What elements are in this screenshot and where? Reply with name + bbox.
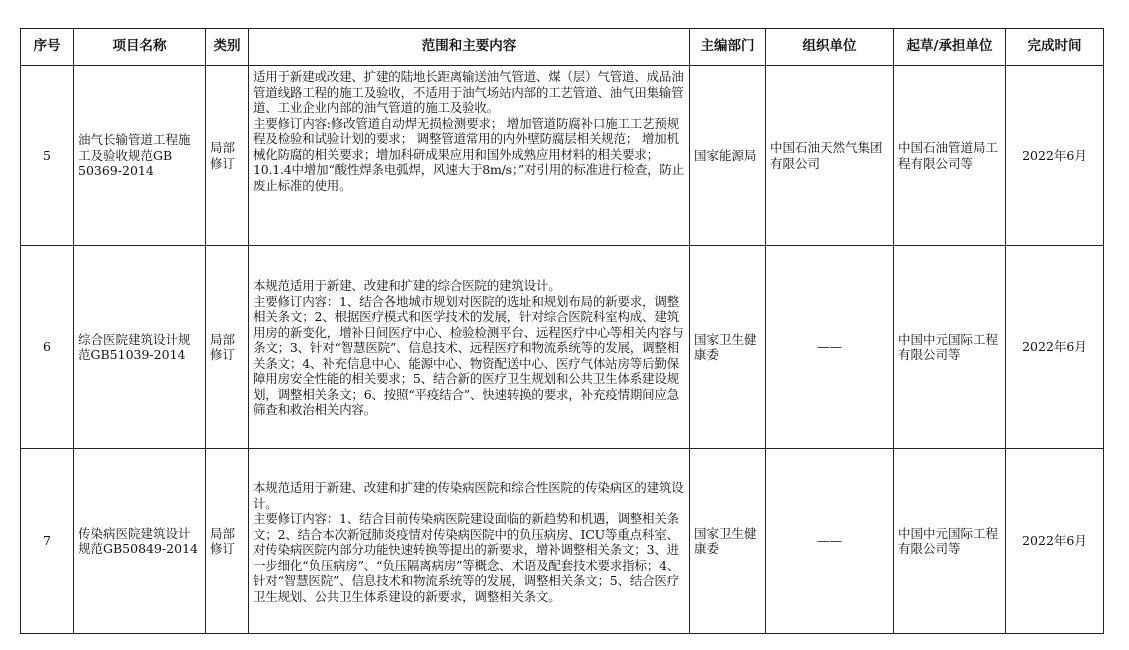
row-content-cell bbox=[249, 246, 690, 449]
row-content-cell bbox=[249, 449, 690, 634]
row-date: 2022年6月 bbox=[1006, 449, 1104, 634]
row-category: 局部修订 bbox=[206, 246, 249, 449]
header-content: 范围和主要内容 bbox=[249, 29, 690, 66]
header-name: 项目名称 bbox=[74, 29, 206, 66]
table-row bbox=[21, 449, 1104, 634]
row-content: 适用于新建或改建、扩建的陆地长距离输送油气管道、煤（层）气管道、成品油管道线路工程的施工及验收，不适用于油气场站内部的工艺管道、油气田集输管道、工业企业内部的油气管道的施工及验收。 主要修订内容:修改管道自动焊无损检测要求； 增加管道防腐补口施工工艺预规程及检验和试验计划的要求； 调整管道常用的内外壁防腐层相关规范； 增加机械化防腐的相关要求；增加科研成果应用和国外成熟应用材料的相关要求；10.1.4中增加“酸性焊条电弧焊，风速大于8m/s；”对引用的标准进行检查，防止废止标准的使用。 bbox=[253, 69, 685, 193]
header-no: 序号 bbox=[21, 29, 74, 66]
row-date: 2022年6月 bbox=[1006, 246, 1104, 449]
row-content-cell bbox=[249, 66, 690, 246]
row-name: 传染病医院建筑设计规范GB50849-2014 bbox=[74, 449, 206, 634]
header-row bbox=[21, 29, 1104, 66]
row-org: 中国石油天然气集团有限公司 bbox=[766, 66, 894, 246]
row-name: 油气长输管道工程施工及验收规范GB 50369-2014 bbox=[74, 66, 206, 246]
row-dept: 国家能源局 bbox=[690, 66, 766, 246]
standards-table bbox=[20, 28, 1104, 634]
row-content: 本规范适用于新建、改建和扩建的综合医院的建筑设计。 主要修订内容：1、结合各地城市规划对医院的选址和规划布局的新要求，调整相关条文；2、根据医疗模式和医学技术的发展，针对综合医院科室构成、建筑用房的新变化，增补日间医疗中心、检验检测平台、远程医疗中心等相关内容与条文；3、针对“智慧医院”、信息技术、远程医疗和物流系统等的发展，调整相关条文；4、补充信息中心、能源中心、物资配送中心、医疗气体站房等后勤保障用房安全性能的相关要求；5、结合新的医疗卫生规划和公共卫生体系建设规划，调整相关条文；6、按照“平疫结合”、快速转换的要求，补充疫情期间应急筛查和救治相关内容。 bbox=[253, 278, 684, 418]
row-dept: 国家卫生健康委 bbox=[690, 449, 766, 634]
header-date: 完成时间 bbox=[1006, 29, 1104, 66]
row-drafter: 中国中元国际工程有限公司等 bbox=[894, 449, 1006, 634]
row-drafter: 中国中元国际工程有限公司等 bbox=[894, 246, 1006, 449]
row-dept: 国家卫生健康委 bbox=[690, 246, 766, 449]
row-no: 6 bbox=[21, 246, 74, 449]
header-dept: 主编部门 bbox=[690, 29, 766, 66]
row-no: 5 bbox=[21, 66, 74, 246]
table-row bbox=[21, 246, 1104, 449]
row-category: 局部修订 bbox=[206, 449, 249, 634]
table-row bbox=[21, 66, 1104, 246]
row-org: —— bbox=[766, 246, 894, 449]
header-category: 类别 bbox=[206, 29, 249, 66]
row-org: —— bbox=[766, 449, 894, 634]
header-drafter: 起草/承担单位 bbox=[894, 29, 1006, 66]
row-name: 综合医院建筑设计规范GB51039-2014 bbox=[74, 246, 206, 449]
row-no: 7 bbox=[21, 449, 74, 634]
row-drafter: 中国石油管道局工程有限公司等 bbox=[894, 66, 1006, 246]
row-category: 局部修订 bbox=[206, 66, 249, 246]
header-org: 组织单位 bbox=[766, 29, 894, 66]
row-content: 本规范适用于新建、改建和扩建的传染病医院和综合性医院的传染病区的建筑设计。 主要修订内容：1、结合目前传染病医院建设面临的新趋势和机遇，调整相关条文；2、结合本次新冠肺炎疫情对传染病医院中的负压病房、ICU等重点科室、对传染病医院内部分功能快速转换等提出的新要求，增补调整相关条文；3、进一步细化“负压病房”、“负压隔离病房”等概念、术语及配套技术要求指标；4、针对“智慧医院”、信息技术和物流系统等的发展，调整相关条文；5、结合医疗卫生规划、公共卫生体系建设的新要求，调整相关条文。 bbox=[253, 480, 684, 604]
row-date: 2022年6月 bbox=[1006, 66, 1104, 246]
